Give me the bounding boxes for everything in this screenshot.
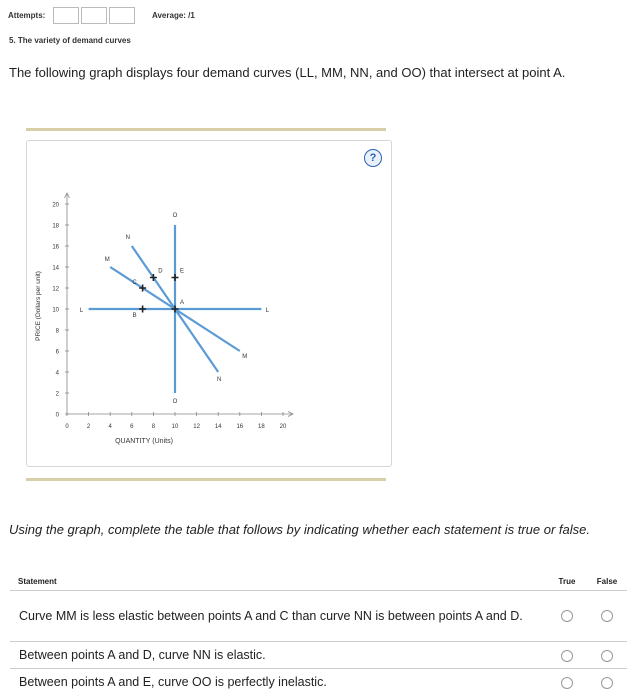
table-row bbox=[10, 669, 627, 696]
point-label: E bbox=[179, 268, 185, 275]
y-tick-label: 4 bbox=[55, 370, 59, 377]
divider bbox=[26, 128, 386, 131]
table-row bbox=[10, 642, 627, 669]
y-tick-label: 2 bbox=[55, 391, 59, 398]
x-tick-label: 0 bbox=[65, 424, 69, 430]
table-row bbox=[10, 591, 627, 642]
help-icon[interactable]: ? bbox=[364, 149, 382, 167]
true-radio[interactable] bbox=[561, 677, 573, 689]
demand-chart bbox=[27, 141, 391, 466]
x-tick-label: 12 bbox=[193, 424, 200, 430]
statement-header: Statement bbox=[18, 577, 57, 586]
y-tick-label: 14 bbox=[52, 265, 59, 272]
x-tick-label: 10 bbox=[171, 424, 179, 430]
y-tick-label: 20 bbox=[52, 202, 59, 209]
x-tick-label: 6 bbox=[130, 424, 134, 430]
curve-end-label: O bbox=[172, 213, 178, 219]
graph-panel bbox=[26, 140, 392, 467]
x-tick-label: 18 bbox=[258, 424, 265, 430]
point-label: B bbox=[132, 313, 137, 319]
y-tick-label: 12 bbox=[52, 286, 59, 293]
attempt-box bbox=[109, 7, 135, 24]
point-marker bbox=[139, 306, 146, 313]
curve-end-label: M bbox=[104, 257, 110, 263]
false-radio[interactable] bbox=[601, 650, 613, 662]
statement-text: Between points A and E, curve OO is perfectly inelastic. bbox=[10, 669, 547, 696]
attempts-label: Attempts: bbox=[8, 10, 46, 20]
point-label: A bbox=[179, 300, 185, 306]
divider bbox=[26, 478, 386, 481]
x-tick-label: 16 bbox=[236, 424, 244, 430]
true-radio[interactable] bbox=[561, 610, 573, 622]
average-label: Average: /1 bbox=[152, 11, 195, 20]
y-axis-label: PRICE (Dollars per unit) bbox=[35, 271, 42, 341]
curve-end-label: O bbox=[172, 399, 178, 405]
statement-table bbox=[10, 573, 627, 695]
x-tick-label: 8 bbox=[151, 424, 156, 430]
y-tick-label: 6 bbox=[55, 349, 59, 356]
x-tick-label: 20 bbox=[279, 424, 287, 430]
curve-end-label: L bbox=[79, 308, 84, 314]
attempt-box bbox=[53, 7, 79, 24]
x-tick-label: 2 bbox=[86, 424, 91, 430]
point-label: D bbox=[158, 268, 163, 275]
false-radio[interactable] bbox=[601, 677, 613, 689]
attempts-row bbox=[8, 6, 135, 24]
y-tick-label: 10 bbox=[52, 307, 59, 314]
statement-text: Between points A and D, curve NN is elastic. bbox=[10, 642, 547, 669]
curve-end-label: N bbox=[217, 377, 222, 383]
curve-end-label: N bbox=[125, 235, 130, 241]
x-tick-label: 4 bbox=[108, 424, 112, 430]
x-axis-label: QUANTITY (Units) bbox=[115, 438, 173, 445]
x-tick-label: 14 bbox=[214, 424, 222, 430]
curve-end-label: M bbox=[242, 354, 248, 360]
curve-end-label: L bbox=[265, 308, 270, 314]
attempt-box bbox=[81, 7, 107, 24]
question-intro: The following graph displays four demand curves (LL, MM, NN, and OO) that intersect at point A. bbox=[9, 65, 566, 80]
y-tick-label: 8 bbox=[55, 328, 59, 335]
statement-text: Curve MM is less elastic between points A and C than curve NN is between points A and D. bbox=[10, 591, 547, 642]
y-tick-label: 16 bbox=[52, 244, 59, 251]
point-label: C bbox=[132, 280, 137, 286]
false-header: False bbox=[596, 577, 618, 586]
question-title: 5. The variety of demand curves bbox=[9, 36, 131, 45]
true-header: True bbox=[558, 577, 576, 586]
instructions: Using the graph, complete the table that follows by indicating whether each statement is true or false. bbox=[9, 522, 590, 537]
point-marker bbox=[172, 274, 179, 281]
true-radio[interactable] bbox=[561, 650, 573, 662]
false-radio[interactable] bbox=[601, 610, 613, 622]
y-tick-label: 18 bbox=[52, 223, 59, 230]
y-tick-label: 0 bbox=[55, 412, 59, 419]
